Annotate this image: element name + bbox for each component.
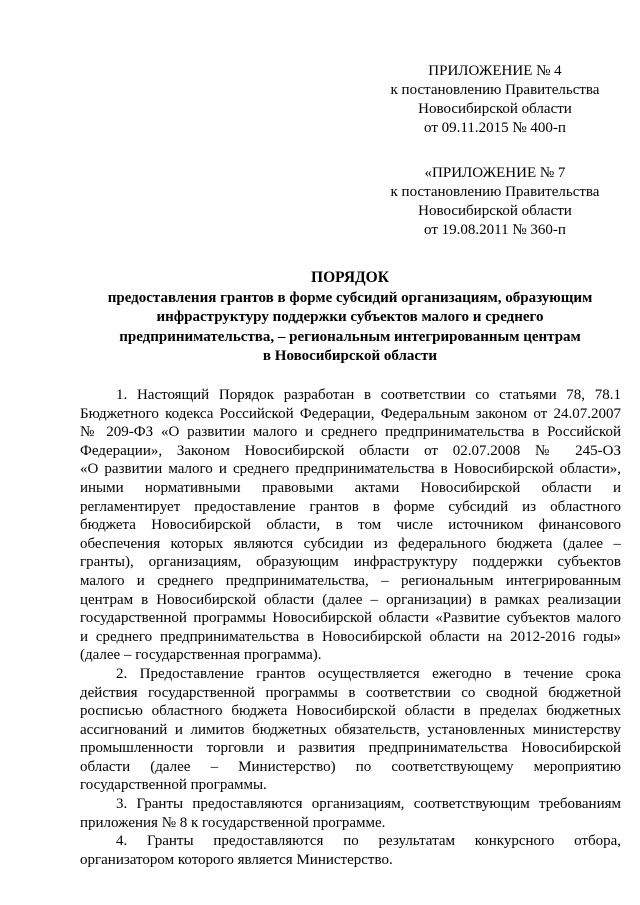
appendix-7-header [370,164,620,240]
text-line: № 209-ФЗ «О развитии малого и среднего предпринимательства в Российской [80,424,621,441]
text-line: приложения № 8 к государственной программе. [80,814,386,831]
text-line: центрам в Новосибирской области (далее – организации) в рамках реализации [80,591,621,608]
appendix-4-title: ПРИЛОЖЕНИЕ № 4 [428,63,562,79]
paragraph-2 [80,665,621,795]
text-line: 1. Настоящий Порядок разработан в соответствии со статьями 78, 78.1 [116,387,621,403]
appendix-4-header [370,62,620,138]
text-line: обеспечения которых являются субсидии из федерального бюджета (далее – [80,535,621,552]
paragraph-3 [80,795,621,832]
appendix-4-line-resolution: к постановлению Правительства [390,82,600,98]
document-body [80,386,621,869]
text-line: области (далее – Министерство) по соответствующему мероприятию [80,758,621,775]
text-line: государственной программы Новосибирской области «Развитие субъектов малого [80,610,621,627]
text-line: организатором которого является Министерство. [80,851,393,868]
document-subtitle-line: предоставления грантов в форме субсидий организациям, образующим [107,289,593,306]
document-subtitle-line: инфраструктуру поддержки субъектов малого и среднего [156,309,544,325]
text-line: ассигнований и лимитов бюджетных обязательств, установленных министерству [80,721,621,738]
text-line: гранты), организациям, образующим инфраструктуру поддержки субъектов [80,554,621,571]
text-line: Федерации», Законом Новосибирской области от 02.07.2008 № 245-ОЗ [80,442,621,459]
text-line: регламентирует предоставление грантов в форме субсидий из областного [80,498,621,515]
text-line: росписью областного бюджета Новосибирской области в пределах бюджетных [80,703,621,720]
text-line: «О развитии малого и среднего предпринимательства в Новосибирской области», [80,461,621,478]
paragraph-1 [80,386,621,665]
text-line: и среднего предпринимательства в Новосибирской области на 2012-2016 годы» [80,628,621,645]
text-line: государственной программы. [80,777,267,794]
text-line: малого и среднего предпринимательства, – региональным интегрированным [80,572,621,589]
paragraph-4 [80,832,621,869]
document-subtitle-line: в Новосибирской области [262,348,438,364]
appendix-7-line-date: от 19.08.2011 № 360-п [424,222,566,238]
document-title-block [80,268,620,367]
text-line: Бюджетного кодекса Российской Федерации, Федеральным законом от 24.07.2007 [80,405,621,422]
text-line: 3. Гранты предоставляются организациям, соответствующим требованиям [116,796,621,813]
appendix-4-line-date: от 09.11.2015 № 400-п [424,120,566,136]
text-line: (далее – государственная программа). [80,647,322,664]
text-line: промышленности торговли и развития предпринимательства Новосибирской [80,740,621,757]
text-line: бюджета Новосибирской области, в том числе источником финансового [80,517,621,534]
appendix-7-line-resolution: к постановлению Правительства [390,184,600,200]
text-line: действия государственной программы в соответствии со сводной бюджетной [80,684,621,701]
appendix-7-line-region: Новосибирской области [418,203,572,219]
text-line: 4. Гранты предоставляются по результатам конкурсного отбора, [116,833,621,850]
document-subtitle-line: предпринимательства, – региональным интегрированным центрам [119,328,581,345]
appendix-4-line-region: Новосибирской области [418,101,572,117]
appendix-7-title: «ПРИЛОЖЕНИЕ № 7 [424,165,566,181]
text-line: 2. Предоставление грантов осуществляется ежегодно в течение срока [116,665,621,682]
document-title: ПОРЯДОК [311,269,389,286]
text-line: иными нормативными правовыми актами Новосибирской области и [80,479,621,496]
